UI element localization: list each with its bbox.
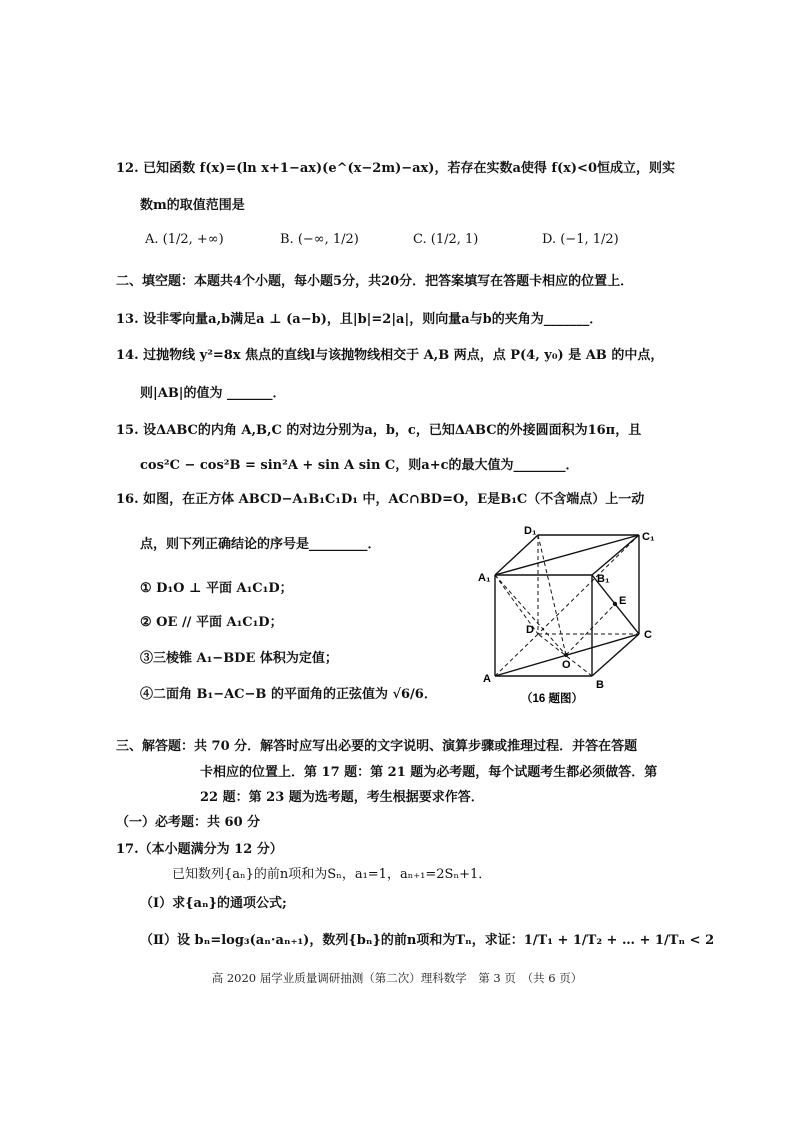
q17-title: 17.（本小题满分为 12 分） (116, 842, 283, 857)
q14-line2: 则|AB|的值为 _______． (140, 386, 286, 401)
q12-option-c: C. (1/2, 1) (413, 232, 479, 247)
q17-part2: （Ⅱ）设 bₙ=log₃(aₙ·aₙ₊₁)，数列{bₙ}的前n项和为Tₙ，求证：1/T₁ + 1/T₂ + … + 1/Tₙ < 2 (140, 933, 715, 948)
label-d1: D₁ (524, 525, 537, 537)
q12-line2: 数m的取值范围是 (140, 198, 245, 213)
edge-o-e (566, 604, 615, 655)
label-d: D (526, 624, 534, 636)
page-footer: 高 2020 届学业质量调研抽测（第二次）理科数学 第 3 页 （共 6 页） (211, 971, 583, 985)
section3-line3: 22 题：第 23 题为选考题，考生根据要求作答． (200, 790, 484, 805)
section2-heading: 二、填空题：本题共4个小题，每小题5分，共20分．把答案填写在答题卡相应的位置上． (116, 274, 634, 289)
section3-line1: 三、解答题：共 70 分．解答时应写出必要的文字说明、演算步骤或推理过程．并答在答题 (116, 739, 638, 754)
q13-text: 13. 设非零向量a,b满足a ⊥ (a−b)，且|b|=2|a|，则向量a与b的夹角为_______． (116, 312, 603, 327)
q16-item-4: ④二面角 B₁−AC−B 的平面角的正弦值为 √6/6． (140, 687, 437, 702)
edge-a1-o (495, 575, 566, 655)
point-e (613, 602, 617, 606)
q16-line2: 点，则下列正确结论的序号是_________． (140, 537, 381, 552)
q15-line1: 15. 设ΔABC的内角 A,B,C 的对边分别为a，b，c，已知ΔABC的外接圆面积为16π，且 (116, 423, 642, 438)
q12-option-a: A. (1/2, +∞) (145, 232, 224, 247)
section3-line2: 卡相应的位置上．第 17 题：第 21 题为必考题，每个试题考生都必须做答．第 (200, 765, 658, 780)
q17-given: 已知数列{aₙ}的前n项和为Sₙ，a₁=1，aₙ₊₁=2Sₙ+1． (172, 867, 492, 882)
label-o: O (562, 659, 571, 671)
label-c1: C₁ (642, 531, 655, 543)
q17-part1: （Ⅰ）求{aₙ}的通项公式; (140, 896, 287, 911)
q16-line1: 16. 如图，在正方体 ABCD−A₁B₁C₁D₁ 中，AC∩BD=O，E是B₁C（不含端点）上一动 (116, 492, 645, 507)
q12-option-d: D. (−1, 1/2) (542, 232, 619, 247)
label-c: C (644, 629, 652, 641)
point-o (564, 653, 568, 657)
q12-line1: 12. 已知函数 f(x)=(ln x+1−ax)(e^(x−2m)−ax)，若存在实数a使得 f(x)<0恒成立，则实 (116, 161, 675, 176)
q16-item-2: ② OE // 平面 A₁C₁D； (140, 615, 283, 630)
q14-line1: 14. 过抛物线 y²=8x 焦点的直线l与该抛物线相交于 A,B 两点，点 P(4, y₀) 是 AB 的中点， (116, 348, 664, 363)
figure-caption: （16 题图） (521, 693, 583, 705)
q16-item-3: ③三棱锥 A₁−BDE 体积为定值； (140, 651, 338, 666)
label-b: B (596, 679, 604, 691)
label-a1: A₁ (478, 572, 491, 584)
q16-item-1: ① D₁O ⊥ 平面 A₁C₁D； (140, 581, 293, 596)
label-e: E (619, 595, 627, 607)
q15-line2: cos²C − cos²B = sin²A + sin A sin C，则a+c的最大值为________． (140, 458, 579, 473)
edge-c1-d (538, 535, 639, 634)
label-b1: B₁ (597, 573, 610, 585)
section3-sub: （一）必考题：共 60 分 (116, 815, 261, 830)
label-a: A (483, 673, 491, 685)
q12-option-b: B. (−∞, 1/2) (280, 232, 359, 247)
cube-figure (476, 518, 666, 710)
